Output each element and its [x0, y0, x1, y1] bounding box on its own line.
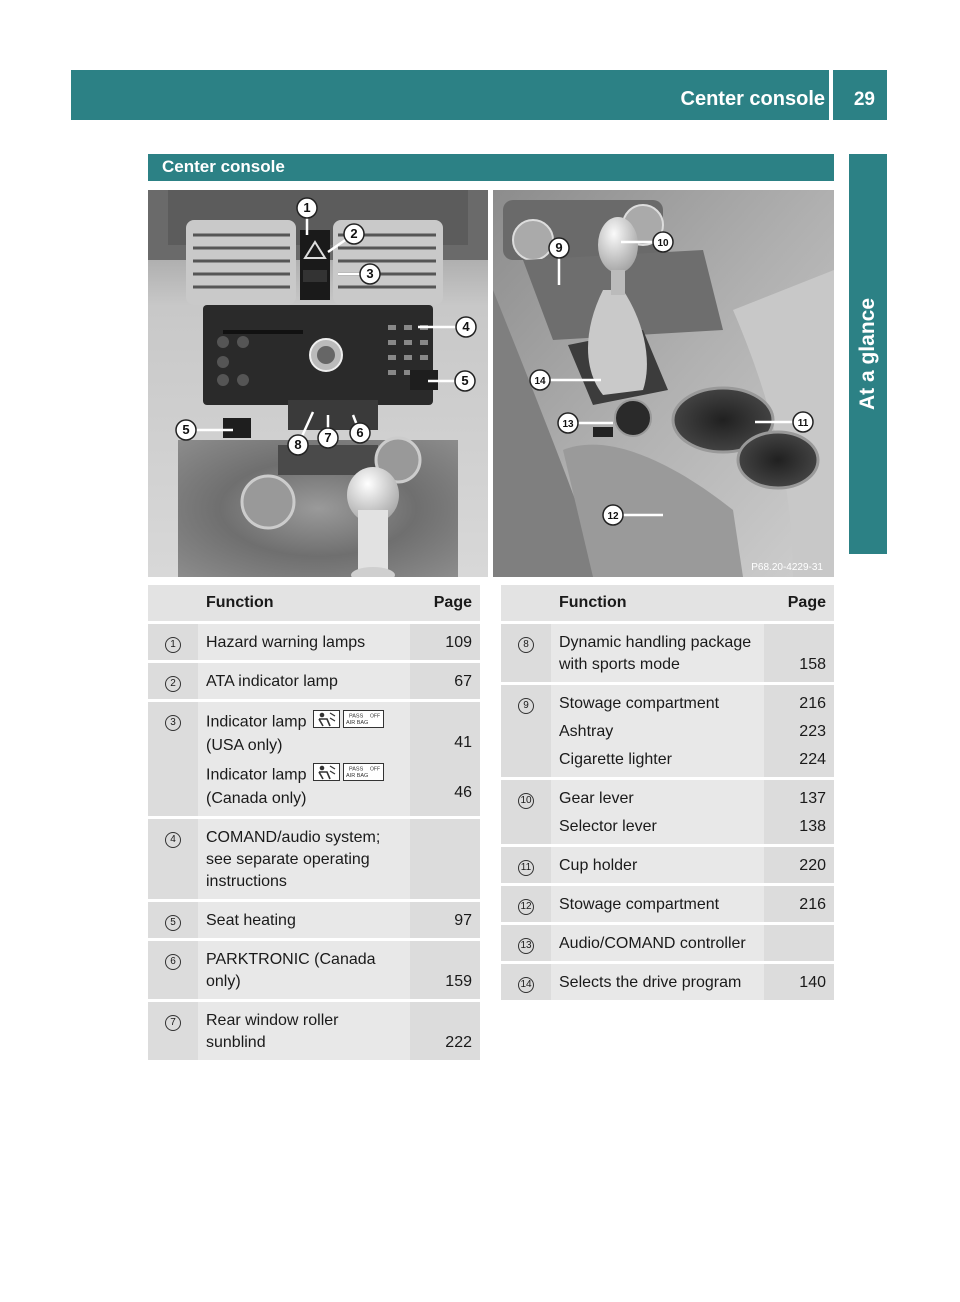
icon-pass-text: PASS — [348, 713, 363, 720]
header-function: Function — [551, 585, 764, 623]
function-cell — [551, 846, 764, 885]
function-cell — [551, 623, 764, 684]
callout-number: 2 — [350, 226, 358, 241]
callout-marker — [328, 224, 364, 252]
header-num — [148, 585, 198, 623]
callout-number: 14 — [534, 376, 546, 387]
function-text — [559, 632, 756, 676]
function-text — [206, 949, 402, 993]
row-number-cell — [501, 623, 551, 684]
page-cell — [764, 924, 834, 963]
page-ref: 216 — [799, 896, 826, 913]
header-page: Page — [410, 585, 480, 623]
callout-number: 5 — [182, 422, 190, 437]
page-cell — [764, 684, 834, 779]
callout-number: 1 — [303, 200, 311, 215]
function-table-right — [501, 585, 834, 1003]
row-number-cell — [148, 662, 198, 701]
page-ref: 140 — [799, 974, 826, 991]
page-ref: 138 — [799, 818, 826, 835]
function-text — [206, 910, 402, 932]
function-cell — [551, 684, 764, 779]
row-number: 14 — [518, 977, 534, 993]
function-label: Seat heating — [206, 912, 296, 929]
page-number: 29 — [853, 89, 875, 110]
row-number: 6 — [165, 954, 181, 970]
page-cell — [410, 1001, 480, 1062]
page-ref: 109 — [445, 634, 472, 651]
page-ref: 220 — [799, 857, 826, 874]
page-ref: 46 — [454, 784, 472, 801]
row-number-cell — [148, 940, 198, 1001]
photo-code: P68.20-4229-31 — [751, 562, 823, 573]
table-row — [148, 662, 480, 701]
function-label-2: (Canada only) — [206, 790, 307, 807]
function-cell — [198, 940, 410, 1001]
callout-marker — [603, 505, 663, 525]
row-number: 5 — [165, 915, 181, 931]
table-row — [148, 1001, 480, 1062]
function-text — [559, 693, 756, 715]
function-cell — [198, 818, 410, 901]
function-cell — [198, 662, 410, 701]
row-number-cell — [501, 846, 551, 885]
callout-marker — [350, 415, 370, 443]
section-bar — [148, 154, 834, 181]
function-label: Indicator lamp — [206, 766, 307, 784]
row-number-cell — [501, 684, 551, 779]
side-tab — [849, 154, 887, 554]
row-number-cell — [501, 924, 551, 963]
function-text — [559, 816, 756, 838]
row-number-cell — [148, 1001, 198, 1062]
callout-marker — [318, 415, 338, 448]
table-row — [501, 623, 834, 684]
callout-marker — [176, 420, 233, 440]
function-label: Selects the drive program — [559, 974, 742, 991]
row-number: 13 — [518, 938, 534, 954]
page-ref — [418, 871, 472, 893]
header-num — [501, 585, 551, 623]
callout-marker — [418, 317, 476, 337]
function-cell — [198, 623, 410, 662]
page-cell — [410, 818, 480, 901]
page-ref: 158 — [799, 656, 826, 673]
header-divider — [829, 70, 833, 120]
row-number: 7 — [165, 1015, 181, 1031]
icon-off-text: OFF — [369, 713, 380, 720]
callout-marker — [755, 412, 813, 432]
table-row — [148, 940, 480, 1001]
table-row — [501, 684, 834, 779]
row-number: 10 — [518, 793, 534, 809]
table-row — [501, 963, 834, 1002]
row-number-cell — [148, 623, 198, 662]
callout-number: 13 — [562, 419, 574, 430]
callout-number: 10 — [657, 238, 669, 249]
page-cell — [410, 623, 480, 662]
function-text — [206, 632, 402, 654]
function-text — [559, 788, 756, 810]
page-ref: 216 — [799, 695, 826, 712]
function-cell — [551, 924, 764, 963]
row-number-cell — [148, 818, 198, 901]
function-label: PARKTRONIC (Canada only) — [206, 951, 376, 990]
icon-pass-text: PASS — [348, 766, 363, 773]
header-bar — [71, 70, 887, 120]
function-label-2: (USA only) — [206, 737, 283, 754]
function-text — [206, 763, 402, 810]
function-label: Selector lever — [559, 818, 657, 835]
page-cell — [764, 779, 834, 846]
function-label: Rear window roller sunblind — [206, 1012, 339, 1051]
section-title: Center console — [162, 157, 285, 176]
row-number-cell — [501, 885, 551, 924]
page-cell — [764, 846, 834, 885]
icon-airbag-text: AIR BAG — [345, 720, 368, 726]
table-header-row — [501, 585, 834, 623]
pass-airbag-off-icon — [313, 710, 385, 735]
callout-marker — [428, 371, 475, 391]
pass-airbag-off-icon — [313, 763, 385, 788]
callout-marker — [297, 198, 317, 235]
table-row — [501, 885, 834, 924]
function-label: Stowage compartment — [559, 695, 720, 712]
row-number: 9 — [518, 698, 534, 714]
function-cell — [551, 885, 764, 924]
function-label: Hazard warning lamps — [206, 634, 366, 651]
function-cell — [551, 963, 764, 1002]
function-text — [559, 972, 756, 994]
row-number-cell — [501, 779, 551, 846]
page-cell — [410, 901, 480, 940]
header-page: Page — [764, 585, 834, 623]
callout-number: 9 — [555, 240, 563, 255]
function-text — [206, 671, 402, 693]
function-cell — [198, 701, 410, 818]
function-text — [559, 855, 756, 877]
function-table-left — [148, 585, 480, 1063]
function-label: Ashtray — [559, 723, 614, 740]
function-label: Stowage compartment — [559, 896, 720, 913]
callout-marker — [558, 413, 613, 433]
table-header-row — [148, 585, 480, 623]
function-label: ATA indicator lamp — [206, 673, 338, 690]
row-number: 8 — [518, 637, 534, 653]
function-label: Indicator lamp — [206, 713, 307, 731]
callout-number: 7 — [324, 430, 332, 445]
page-ref: 97 — [454, 912, 472, 929]
page-cell — [410, 701, 480, 818]
function-text — [559, 721, 756, 743]
callout-marker — [530, 370, 601, 390]
header-title: Center console — [680, 88, 825, 110]
row-number-cell — [501, 963, 551, 1002]
callout-marker — [549, 238, 569, 285]
icon-off-text: OFF — [369, 766, 380, 773]
function-label: Audio/COMAND controller — [559, 935, 746, 952]
function-text — [206, 710, 402, 757]
table-row — [501, 779, 834, 846]
callout-number: 5 — [461, 373, 469, 388]
tunnel-console-photo — [493, 190, 834, 577]
row-number: 3 — [165, 715, 181, 731]
page-ref — [772, 933, 826, 955]
callout-number: 11 — [797, 418, 809, 429]
page-ref: 223 — [799, 723, 826, 740]
row-number-cell — [148, 701, 198, 818]
function-cell — [551, 779, 764, 846]
table-row — [148, 701, 480, 818]
callout-marker — [338, 264, 380, 284]
function-cell — [198, 901, 410, 940]
row-number: 11 — [518, 860, 534, 876]
table-row — [501, 924, 834, 963]
callout-number: 12 — [607, 511, 619, 522]
function-text — [206, 1010, 402, 1054]
row-number-cell — [148, 901, 198, 940]
function-text — [559, 894, 756, 916]
function-text — [206, 827, 402, 893]
callout-number: 8 — [294, 437, 302, 452]
page-ref: 159 — [445, 973, 472, 990]
page-cell — [764, 963, 834, 1002]
callout-number: 4 — [462, 319, 470, 334]
row-number: 2 — [165, 676, 181, 692]
icon-airbag-text: AIR BAG — [345, 773, 368, 779]
dashboard-photo — [148, 190, 488, 577]
function-cell — [198, 1001, 410, 1062]
function-text — [559, 749, 756, 771]
header-function: Function — [198, 585, 410, 623]
row-number: 1 — [165, 637, 181, 653]
table-row — [148, 623, 480, 662]
function-label: Cigarette lighter — [559, 751, 672, 768]
page-cell — [764, 623, 834, 684]
page-ref: 137 — [799, 790, 826, 807]
table-row — [501, 846, 834, 885]
side-tab-label: At a glance — [856, 297, 879, 411]
page-ref: 41 — [454, 734, 472, 751]
tunnel-callouts — [493, 190, 834, 577]
callout-number: 3 — [366, 266, 374, 281]
table-row — [148, 901, 480, 940]
page-ref: 222 — [445, 1034, 472, 1051]
table-row — [148, 818, 480, 901]
page-ref: 224 — [799, 751, 826, 768]
function-label: Dynamic handling package with sports mode — [559, 634, 752, 673]
callout-marker — [621, 232, 673, 252]
page-cell — [410, 940, 480, 1001]
page-cell — [410, 662, 480, 701]
function-text — [559, 933, 756, 955]
row-number: 12 — [518, 899, 534, 915]
function-label: Cup holder — [559, 857, 638, 874]
function-label: COMAND/audio system; see separate operating instructions — [206, 829, 381, 890]
function-label: Gear lever — [559, 790, 634, 807]
callout-marker — [288, 412, 313, 455]
page-cell — [764, 885, 834, 924]
page-ref: 67 — [454, 673, 472, 690]
row-number: 4 — [165, 832, 181, 848]
dashboard-callouts — [148, 190, 488, 577]
callout-number: 6 — [356, 425, 364, 440]
